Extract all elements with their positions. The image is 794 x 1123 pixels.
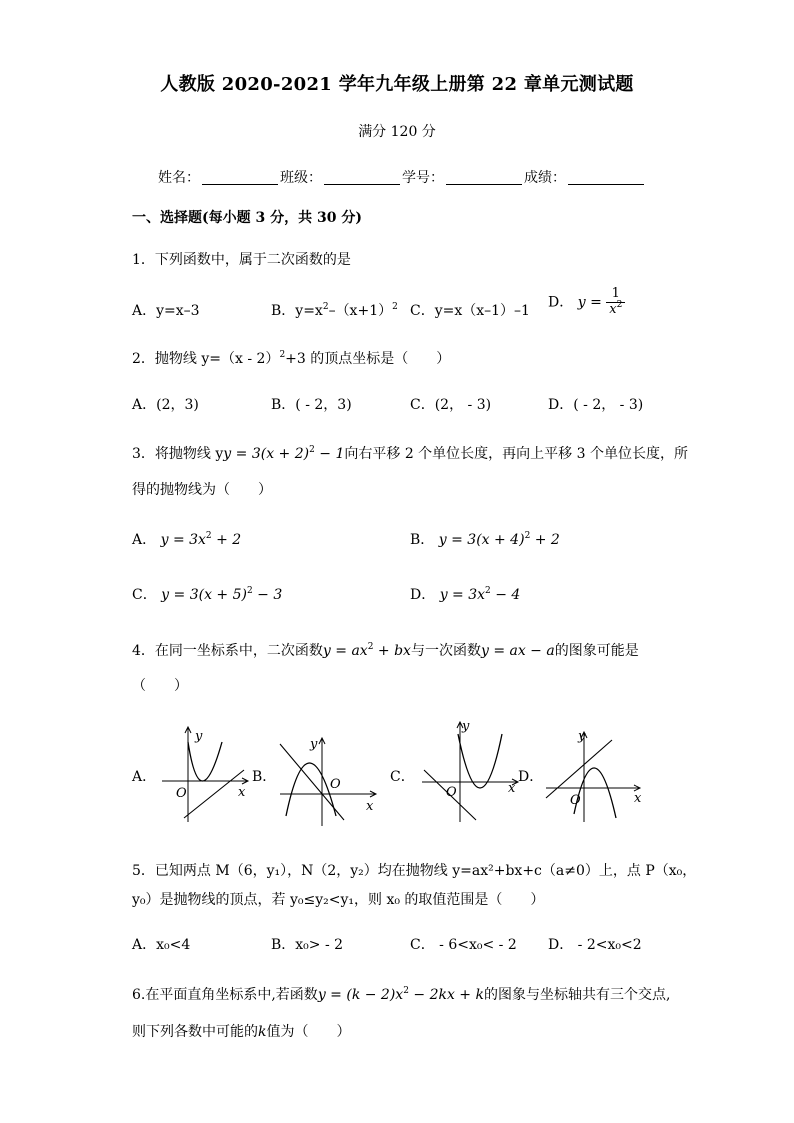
parabola bbox=[458, 734, 502, 788]
q2-option-b: B．( - 2，3) bbox=[271, 397, 352, 413]
full-score: 满分 120 分 bbox=[358, 124, 436, 140]
score-blank[interactable] bbox=[568, 170, 644, 185]
question-4-stem-line2: （ ） bbox=[132, 678, 188, 694]
line bbox=[546, 740, 612, 798]
question-6-stem-line2: 则下列各数中可能的k值为（ ） bbox=[132, 1024, 351, 1040]
q2-option-c: C．(2， - 3) bbox=[410, 397, 492, 413]
q3-option-c: C． $y = 3(x + 5)^2 - 3$ bbox=[132, 586, 283, 603]
q5-option-d: D． - 2<x₀<2 bbox=[548, 937, 642, 953]
q4-label-d: D． bbox=[518, 769, 544, 785]
q5-option-c: C． - 6<x₀< - 2 bbox=[410, 937, 517, 953]
q1-option-c: C．y=x（x–1）–1 bbox=[410, 303, 530, 319]
q5-option-a: A．x₀<4 bbox=[132, 937, 191, 953]
origin-label: O bbox=[570, 793, 581, 808]
axis-x-label: x bbox=[508, 781, 516, 796]
question-2-stem: 2．抛物线 y=（x - 2）$^2$+3 的顶点坐标是（ ） bbox=[132, 350, 451, 367]
question-5-stem-line1: 5．已知两点 M（6，y₁），N（2，y₂）均在抛物线 y=ax²+bx+c（a≠0）上，点 P（x₀， bbox=[132, 863, 697, 879]
parabola bbox=[188, 742, 222, 781]
q4-label-a: A． bbox=[132, 769, 157, 785]
class-blank[interactable] bbox=[324, 170, 400, 185]
axis-y-label: y bbox=[195, 729, 203, 744]
origin-label: O bbox=[330, 777, 341, 792]
origin-label: O bbox=[176, 786, 187, 801]
q4-label-b: B． bbox=[252, 769, 277, 785]
question-3-stem-line1: 3．将抛物线 yy = $3(x + 2)^2 - 1$向右平移 2 个单位长度，再向上平移 3 个单位长度，所 bbox=[132, 445, 688, 462]
q3-option-a: A． $y = 3x^2 + 2$ bbox=[132, 531, 242, 548]
axis-x-label: x bbox=[238, 785, 246, 800]
q4-graph-d bbox=[540, 726, 645, 826]
question-5-stem-line2: y₀）是抛物线的顶点，若 y₀≤y₂<y₁，则 x₀ 的取值范围是（ ） bbox=[132, 892, 545, 908]
student-id-label: 学号： bbox=[402, 170, 444, 186]
question-6-stem-line1: 6.在平面直角坐标系中,若函数$y = (k - 2)x^2 - 2kx + k$的图象与坐标轴共有三个交点, bbox=[132, 986, 671, 1003]
axis-y-label: y bbox=[462, 719, 470, 734]
axis-x-label: x bbox=[634, 791, 642, 806]
question-3-stem-line2: 得的抛物线为（ ） bbox=[132, 482, 272, 498]
q2-option-d: D．( - 2， - 3) bbox=[548, 397, 644, 413]
question-4-stem-line1: 4．在同一坐标系中，二次函数$y = ax^2$ + bx与一次函数y = ax − a的图象可能是 bbox=[132, 642, 639, 659]
class-label: 班级： bbox=[280, 170, 322, 186]
student-id-blank[interactable] bbox=[446, 170, 522, 185]
question-1-stem: 1．下列函数中，属于二次函数的是 bbox=[132, 252, 351, 268]
axis-y-label: y bbox=[310, 737, 318, 752]
q1-option-a: A．y=x–3 bbox=[132, 303, 200, 319]
q4-graph-c bbox=[418, 716, 528, 826]
q4-label-c: C． bbox=[390, 769, 415, 785]
score-label: 成绩： bbox=[524, 170, 566, 186]
name-label: 姓名： bbox=[158, 170, 200, 186]
exam-title: 人教版 2020-2021 学年九年级上册第 22 章单元测试题 bbox=[160, 74, 634, 95]
origin-label: O bbox=[446, 785, 457, 800]
section-heading: 一、选择题(每小题 3 分，共 30 分) bbox=[132, 210, 362, 226]
q3-option-d: D． $y = 3x^2 - 4$ bbox=[410, 586, 521, 603]
q4-graph-b bbox=[270, 730, 385, 828]
q1-option-d: D． y = $\frac{1}{x^2}$ bbox=[548, 287, 625, 318]
q3-option-b: B． $y = 3(x + 4)^2 + 2$ bbox=[410, 531, 560, 548]
name-blank[interactable] bbox=[202, 170, 278, 185]
line bbox=[184, 770, 244, 818]
axis-y-label: y bbox=[578, 729, 586, 744]
q1-option-b: B．$y=x^2-(x+1)^2$ bbox=[271, 302, 398, 319]
q5-option-b: B．x₀> - 2 bbox=[271, 937, 344, 953]
parabola bbox=[286, 763, 336, 816]
q2-option-a: A．(2，3) bbox=[132, 397, 199, 413]
axis-x-label: x bbox=[366, 799, 374, 814]
student-info-row bbox=[158, 167, 646, 187]
q4-graph-a bbox=[150, 722, 255, 826]
